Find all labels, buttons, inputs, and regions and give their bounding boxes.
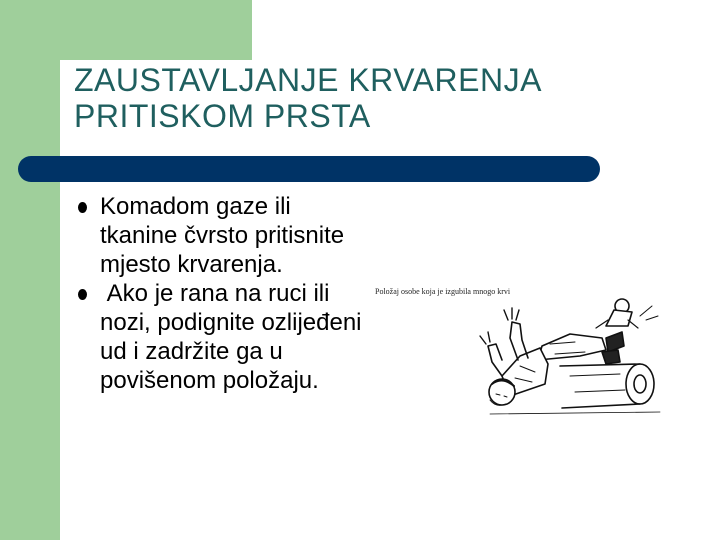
bullet-dot-icon [78,202,87,213]
bullet-text: Komadom gaze ili tkanine čvrsto pritisnite mjesto krvarenja. [100,193,345,278]
title-divider [18,156,600,182]
bullet-dot-icon [78,289,87,300]
top-accent-bar [60,0,252,60]
bullet-item [78,279,368,395]
slide-title-line-2: PRITISKOM PRSTA [74,98,371,134]
left-accent-bar [0,0,60,540]
bullet-item [78,192,368,279]
figure-caption: Položaj osobe koja je izgubila mnogo krvi [375,287,511,296]
person-lying-with-legs-raised-on-log-icon [370,276,670,426]
slide-title [74,62,674,134]
slide-title-line-1: ZAUSTAVLJANJE KRVARENJA [74,62,542,98]
bullet-list [78,192,368,395]
bullet-text: Ako je rana na ruci ili nozi, podignite ozlijeđeni ud i zadržite ga u povišenom položaju. [100,280,369,394]
